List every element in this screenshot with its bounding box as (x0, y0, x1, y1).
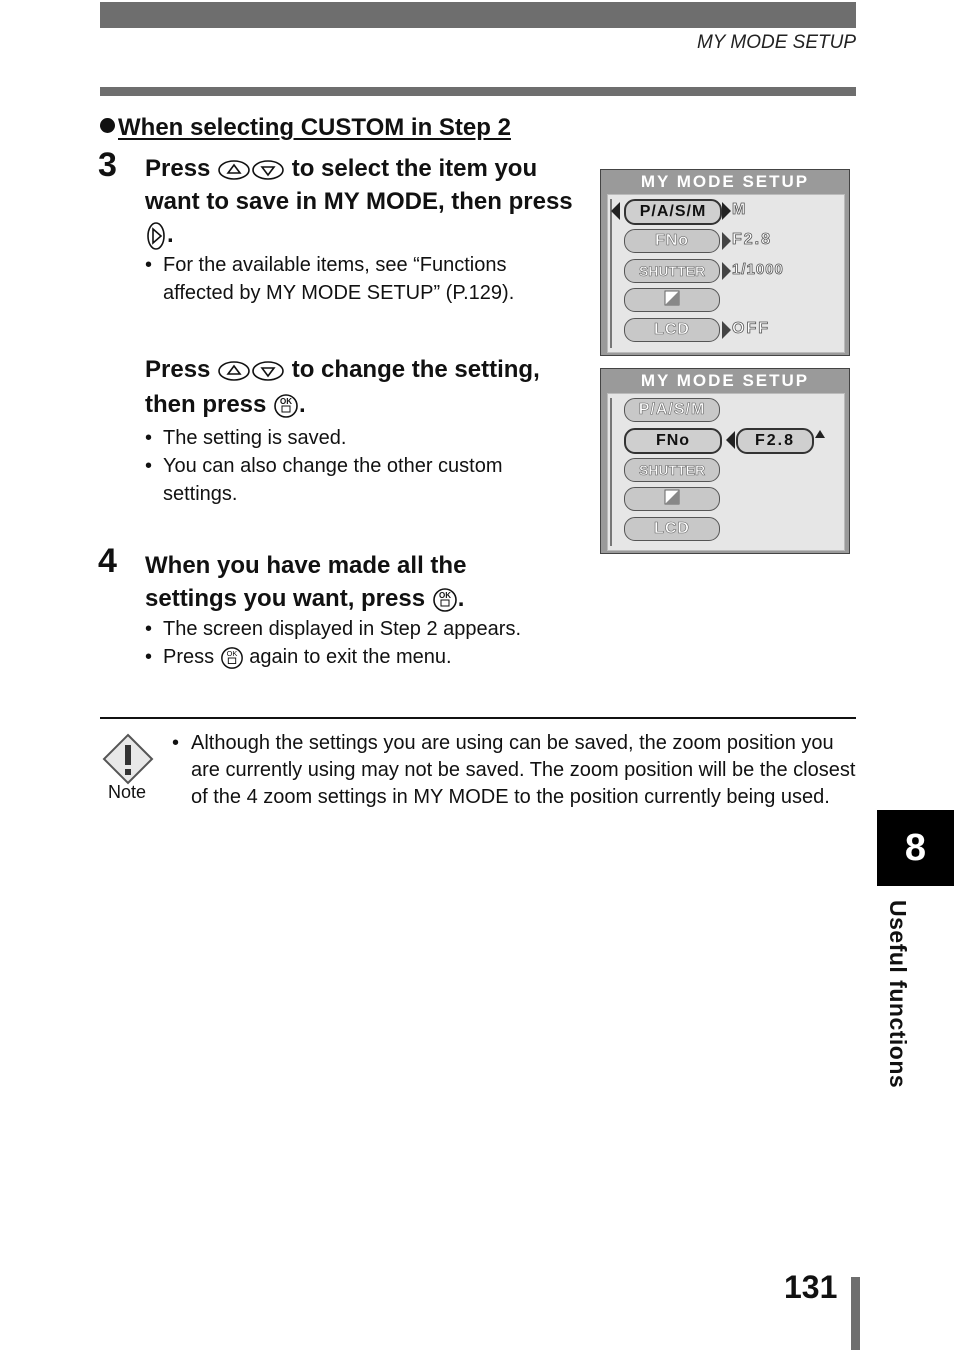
bullet2-post: again to exit the menu. (249, 646, 452, 668)
step-number-3: 3 (98, 146, 117, 184)
menu-item-lcd: LCD (624, 318, 720, 342)
step3-heading-b (145, 352, 575, 422)
lcd-screen-1 (600, 169, 850, 356)
svg-text:OK: OK (226, 648, 238, 658)
list-item (145, 643, 585, 671)
up-arrow-icon (815, 430, 825, 438)
step3-heading-a-end: . (167, 221, 174, 248)
value-pasm: M (732, 201, 748, 218)
right-arrow-button-icon (145, 221, 167, 251)
ok-button-icon (273, 393, 299, 419)
chapter-tab: 8 (877, 810, 954, 886)
value-shutter: 1/1000 (732, 261, 784, 278)
step3-heading-b-post: to change the setting, then press (145, 356, 540, 418)
menu-item-pasm: P/A/S/M (624, 398, 720, 422)
left-cursor-icon (611, 202, 620, 220)
right-arrow-icon (722, 262, 731, 280)
note-warning-icon (102, 733, 154, 785)
step3-heading-a (145, 152, 575, 251)
scrollbar (610, 199, 612, 348)
menu-item-exposure (624, 487, 720, 511)
list-item: • The setting is saved. (145, 424, 575, 452)
step4-heading (145, 549, 535, 615)
up-down-arrow-button-icon (217, 159, 285, 181)
step3-heading-b-end: . (299, 391, 306, 418)
exposure-compensation-icon (664, 290, 680, 306)
step3-heading-a-post: to select the item you want to save in MY MODE, then press (145, 155, 573, 215)
menu-item-shutter: SHUTTER (624, 259, 720, 283)
step3-bullets-a (145, 251, 575, 307)
step4-heading-text: When you have made all the settings you want, press (145, 552, 467, 612)
right-arrow-icon (722, 321, 731, 339)
lcd-title: MY MODE SETUP (601, 170, 849, 194)
svg-text:OK: OK (438, 590, 451, 600)
note-bullets (172, 730, 856, 811)
value-lcd: OFF (732, 320, 770, 337)
scrollbar (610, 398, 612, 546)
page-number: 131 (784, 1269, 838, 1305)
header-bar-top (100, 2, 856, 28)
svg-text:OK: OK (280, 396, 293, 406)
step4-heading-end: . (457, 585, 465, 612)
list-item: • For the available items, see “Functions affected by MY MODE SETUP” (P.129). (145, 251, 575, 307)
menu-item-fno: FNo (624, 229, 720, 253)
list-item: • The screen displayed in Step 2 appears. (145, 615, 585, 643)
selected-value-fno: F2.8 (736, 428, 814, 454)
header-bar-bottom (100, 87, 856, 96)
step3-heading-a-pre: Press (145, 155, 211, 182)
step3-bullets-b (145, 424, 575, 508)
step3-heading-b-pre: Press (145, 356, 211, 383)
left-cursor-icon (726, 431, 735, 449)
note-divider (100, 717, 856, 719)
section-heading (100, 114, 511, 142)
right-cursor-icon (722, 202, 731, 220)
lcd-screen-2 (600, 368, 850, 554)
value-fno: F2.8 (732, 231, 773, 248)
ok-button-icon (432, 587, 458, 613)
footer-bar (851, 1277, 860, 1350)
right-arrow-icon (722, 232, 731, 250)
menu-item-exposure (624, 288, 720, 312)
menu-item-pasm: P/A/S/M (624, 199, 722, 225)
note-label: Note (108, 782, 147, 802)
bullet-dot (100, 118, 115, 133)
section-title: MY MODE SETUP (696, 32, 856, 53)
section-heading-text: When selecting CUSTOM in Step 2 (118, 114, 511, 141)
list-item: • You can also change the other custom settings. (145, 452, 575, 508)
menu-item-lcd: LCD (624, 517, 720, 541)
lcd-body (607, 393, 845, 551)
exposure-compensation-icon (664, 489, 680, 505)
lcd-title: MY MODE SETUP (601, 369, 849, 393)
menu-item-shutter: SHUTTER (624, 458, 720, 482)
list-item: • Although the settings you are using can be saved, the zoom position you are currently using may not be saved. The zoom position will be the closest of the 4 zoom settings in MY MODE to the position currently being used. (172, 730, 856, 811)
bullet2-pre: Press (163, 646, 215, 668)
step4-bullets (145, 615, 585, 671)
chapter-label: Useful functions (885, 900, 911, 1089)
lcd-body (607, 194, 845, 353)
step-number-4: 4 (98, 542, 117, 580)
ok-button-icon (220, 646, 244, 670)
menu-item-fno: FNo (624, 428, 722, 454)
up-down-arrow-button-icon (217, 360, 285, 382)
